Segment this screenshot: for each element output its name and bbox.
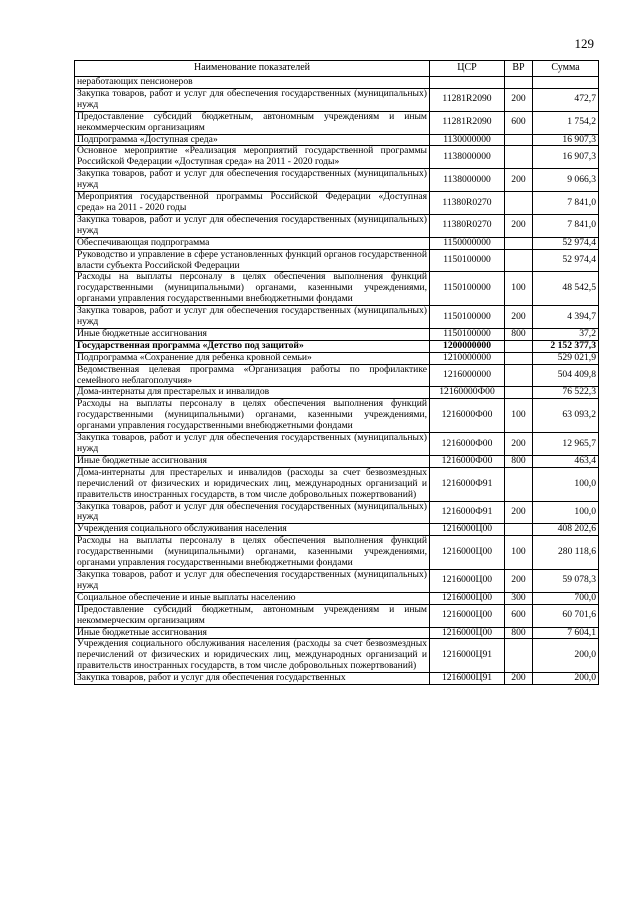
cell-sum: 700,0 (533, 592, 599, 604)
cell-sum: 408 202,6 (533, 524, 599, 536)
cell-name: Основное мероприятие «Реализация мероприятий государственной программы Российской Федерации «Доступная среда» на 2011 - 2020 годы» (75, 146, 430, 169)
cell-name: Закупка товаров, работ и услуг для обеспечения государственных (75, 673, 430, 685)
cell-sum: 9 066,3 (533, 169, 599, 192)
cell-name: Расходы на выплаты персоналу в целях обеспечения выполнения функций государственными (муниципальными) органами, казенными учреждениями, органами управления государственными внебюджетными фондами (75, 399, 430, 433)
cell-csr: 11281R2090 (430, 111, 505, 134)
cell-name: Ведомственная целевая программа «Организация работы по профилактике семейного неблагополучия» (75, 364, 430, 387)
cell-vr (505, 364, 533, 387)
cell-vr: 200 (505, 569, 533, 592)
table-row (75, 134, 599, 146)
table-row (75, 399, 599, 433)
cell-vr: 800 (505, 455, 533, 467)
table-body (75, 77, 599, 685)
table-row (75, 249, 599, 272)
table-row (75, 328, 599, 340)
header-vr: ВР (505, 61, 533, 77)
cell-sum: 100,0 (533, 501, 599, 524)
cell-vr: 300 (505, 592, 533, 604)
cell-csr: 1138000000 (430, 169, 505, 192)
cell-csr: 12160000Ф00 (430, 387, 505, 399)
cell-sum (533, 77, 599, 89)
cell-csr (430, 77, 505, 89)
cell-sum: 472,7 (533, 88, 599, 111)
table-row (75, 536, 599, 570)
table-row (75, 501, 599, 524)
cell-name: Подпрограмма «Доступная среда» (75, 134, 430, 146)
cell-vr: 100 (505, 399, 533, 433)
cell-sum: 63 093,2 (533, 399, 599, 433)
cell-csr: 1150000000 (430, 237, 505, 249)
cell-vr: 600 (505, 604, 533, 627)
cell-sum: 7 841,0 (533, 214, 599, 237)
cell-name: Учреждения социального обслуживания населения (расходы за счет безвозмездных перечислений от физических и юридических лиц, международных организаций и правительств иностранных государств, в том числе добровольных пожертвований) (75, 639, 430, 673)
cell-csr: 1216000000 (430, 364, 505, 387)
cell-name: неработающих пенсионеров (75, 77, 430, 89)
table-row (75, 340, 599, 352)
table-row (75, 192, 599, 215)
cell-csr: 1216000Ц00 (430, 627, 505, 639)
cell-csr: 1216000Ц00 (430, 536, 505, 570)
cell-csr: 1216000Ц91 (430, 673, 505, 685)
header-sum: Сумма (533, 61, 599, 77)
table-row (75, 433, 599, 456)
cell-name: Предоставление субсидий бюджетным, автономным учреждениям и иным некоммерческим организациям (75, 604, 430, 627)
cell-sum: 504 409,8 (533, 364, 599, 387)
cell-name: Иные бюджетные ассигнования (75, 328, 430, 340)
cell-csr: 1150100000 (430, 249, 505, 272)
page-number: 129 (574, 36, 594, 51)
table-row (75, 272, 599, 306)
cell-sum: 280 118,6 (533, 536, 599, 570)
cell-sum: 100,0 (533, 467, 599, 501)
cell-csr: 1216000Ф00 (430, 399, 505, 433)
cell-sum: 7 841,0 (533, 192, 599, 215)
cell-sum: 16 907,3 (533, 146, 599, 169)
cell-sum: 12 965,7 (533, 433, 599, 456)
table-row (75, 604, 599, 627)
cell-name: Руководство и управление в сфере установленных функций органов государственной власти субъекта Российской Федерации (75, 249, 430, 272)
cell-csr: 1150100000 (430, 272, 505, 306)
cell-name: Дома-интернаты для престарелых и инвалидов (75, 387, 430, 399)
table-row (75, 592, 599, 604)
cell-vr: 200 (505, 169, 533, 192)
cell-csr: 11380R0270 (430, 214, 505, 237)
cell-name: Социальное обеспечение и иные выплаты населению (75, 592, 430, 604)
table-row (75, 467, 599, 501)
cell-vr: 200 (505, 88, 533, 111)
cell-name: Иные бюджетные ассигнования (75, 627, 430, 639)
cell-name: Подпрограмма «Сохранение для ребенка кровной семьи» (75, 352, 430, 364)
table-row (75, 364, 599, 387)
cell-name: Расходы на выплаты персоналу в целях обеспечения выполнения функций государственными (муниципальными) органами, казенными учреждениями, органами управления государственными внебюджетными фондами (75, 536, 430, 570)
table-row (75, 146, 599, 169)
cell-sum: 2 152 377,3 (533, 340, 599, 352)
cell-csr: 1216000Ф91 (430, 467, 505, 501)
cell-sum: 16 907,3 (533, 134, 599, 146)
cell-name: Государственная программа «Детство под защитой» (75, 340, 430, 352)
cell-csr: 1210000000 (430, 352, 505, 364)
table-row (75, 77, 599, 89)
table-row (75, 639, 599, 673)
cell-vr: 200 (505, 214, 533, 237)
cell-name: Мероприятия государственной программы Российской Федерации «Доступная среда» на 2011 - 2020 годы (75, 192, 430, 215)
cell-name: Дома-интернаты для престарелых и инвалидов (расходы за счет безвозмездных перечислений от физических и юридических лиц, международных организаций и правительств иностранных государств, в том числе добровольных пожертвований) (75, 467, 430, 501)
cell-vr: 800 (505, 627, 533, 639)
table-row (75, 352, 599, 364)
table-row (75, 169, 599, 192)
budget-table (74, 60, 599, 685)
cell-name: Закупка товаров, работ и услуг для обеспечения государственных (муниципальных) нужд (75, 214, 430, 237)
cell-csr: 11281R2090 (430, 88, 505, 111)
table-row (75, 627, 599, 639)
cell-sum: 7 604,1 (533, 627, 599, 639)
cell-vr (505, 146, 533, 169)
cell-sum: 529 021,9 (533, 352, 599, 364)
cell-vr: 600 (505, 111, 533, 134)
cell-name: Обеспечивающая подпрограмма (75, 237, 430, 249)
header-csr: ЦСР (430, 61, 505, 77)
cell-vr: 100 (505, 272, 533, 306)
cell-name: Закупка товаров, работ и услуг для обеспечения государственных (муниципальных) нужд (75, 169, 430, 192)
table-row (75, 111, 599, 134)
cell-name: Учреждения социального обслуживания населения (75, 524, 430, 536)
cell-vr (505, 524, 533, 536)
cell-name: Закупка товаров, работ и услуг для обеспечения государственных (муниципальных) нужд (75, 501, 430, 524)
cell-csr: 1138000000 (430, 146, 505, 169)
cell-sum: 59 078,3 (533, 569, 599, 592)
cell-name: Закупка товаров, работ и услуг для обеспечения государственных (муниципальных) нужд (75, 569, 430, 592)
cell-vr (505, 639, 533, 673)
cell-csr: 1216000Ц91 (430, 639, 505, 673)
cell-name: Закупка товаров, работ и услуг для обеспечения государственных (муниципальных) нужд (75, 306, 430, 329)
cell-csr: 1216000Ц00 (430, 569, 505, 592)
table-row (75, 214, 599, 237)
cell-name: Закупка товаров, работ и услуг для обеспечения государственных (муниципальных) нужд (75, 433, 430, 456)
cell-csr: 1216000Ц00 (430, 524, 505, 536)
cell-csr: 11380R0270 (430, 192, 505, 215)
table-row (75, 306, 599, 329)
cell-csr: 1200000000 (430, 340, 505, 352)
cell-vr: 200 (505, 433, 533, 456)
cell-csr: 1150100000 (430, 328, 505, 340)
cell-name: Иные бюджетные ассигнования (75, 455, 430, 467)
cell-sum: 200,0 (533, 639, 599, 673)
table-row (75, 524, 599, 536)
cell-sum: 52 974,4 (533, 237, 599, 249)
cell-name: Закупка товаров, работ и услуг для обеспечения государственных (муниципальных) нужд (75, 88, 430, 111)
cell-sum: 4 394,7 (533, 306, 599, 329)
cell-vr (505, 77, 533, 89)
cell-vr (505, 340, 533, 352)
cell-vr (505, 467, 533, 501)
table-row (75, 237, 599, 249)
cell-csr: 1150100000 (430, 306, 505, 329)
cell-csr: 1216000Ф00 (430, 455, 505, 467)
cell-csr: 1130000000 (430, 134, 505, 146)
cell-vr: 100 (505, 536, 533, 570)
cell-csr: 1216000Ц00 (430, 604, 505, 627)
table-row (75, 88, 599, 111)
cell-sum: 60 701,6 (533, 604, 599, 627)
cell-vr (505, 237, 533, 249)
cell-vr (505, 249, 533, 272)
cell-vr (505, 192, 533, 215)
cell-csr: 1216000Ф91 (430, 501, 505, 524)
table-row (75, 673, 599, 685)
cell-csr: 1216000Ц00 (430, 592, 505, 604)
cell-sum: 37,2 (533, 328, 599, 340)
cell-vr (505, 387, 533, 399)
table-row (75, 455, 599, 467)
cell-csr: 1216000Ф00 (430, 433, 505, 456)
cell-sum: 463,4 (533, 455, 599, 467)
cell-sum: 200,0 (533, 673, 599, 685)
table-row (75, 387, 599, 399)
cell-vr (505, 134, 533, 146)
cell-vr: 200 (505, 306, 533, 329)
cell-sum: 52 974,4 (533, 249, 599, 272)
cell-vr: 800 (505, 328, 533, 340)
cell-name: Предоставление субсидий бюджетным, автономным учреждениям и иным некоммерческим организациям (75, 111, 430, 134)
table-header-row (75, 61, 599, 77)
cell-vr (505, 352, 533, 364)
cell-sum: 48 542,5 (533, 272, 599, 306)
cell-sum: 76 522,3 (533, 387, 599, 399)
cell-sum: 1 754,2 (533, 111, 599, 134)
cell-vr: 200 (505, 501, 533, 524)
header-name: Наименование показателей (75, 61, 430, 77)
cell-name: Расходы на выплаты персоналу в целях обеспечения выполнения функций государственными (муниципальными) органами, казенными учреждениями, органами управления государственными внебюджетными фондами (75, 272, 430, 306)
cell-vr: 200 (505, 673, 533, 685)
table-row (75, 569, 599, 592)
